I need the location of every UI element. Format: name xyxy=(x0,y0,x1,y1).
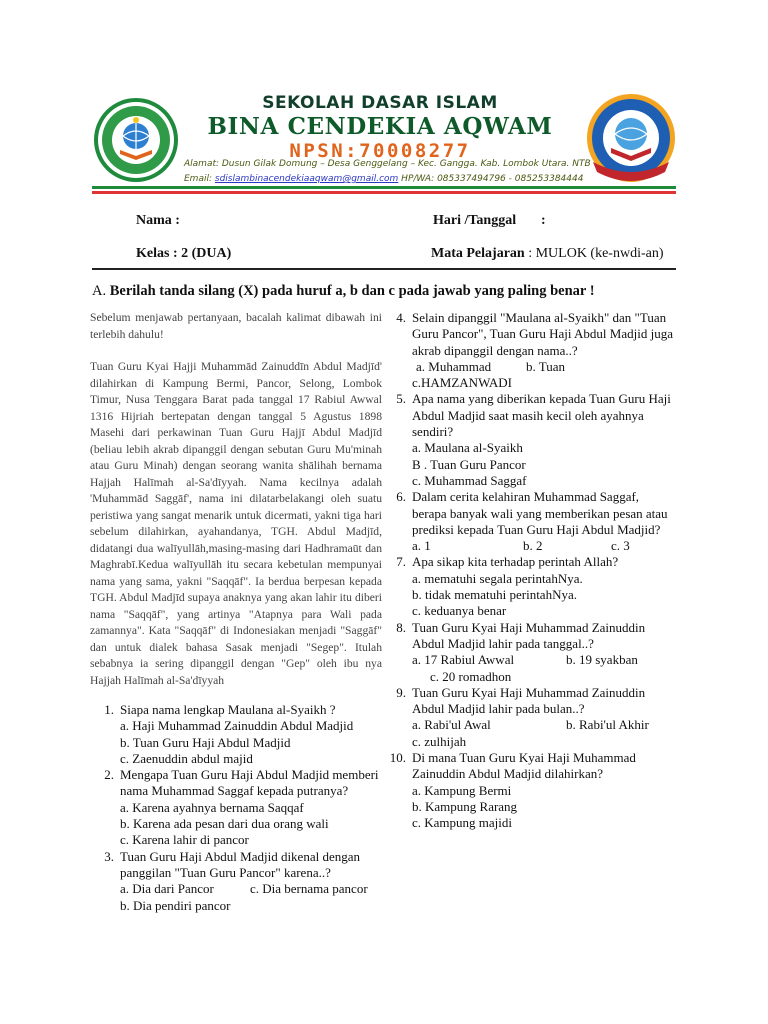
option[interactable]: c. keduanya benar xyxy=(412,603,507,619)
option[interactable]: b. Dia pendiri pancor xyxy=(120,897,231,913)
question-number: 1. xyxy=(104,702,114,717)
question-text: Selain dipanggil "Maulana al-Syaikh" dan "Tuan Guru Pancor", Tuan Guru Haji Abdul Madjid juga akrab dipanggil dengan nama..? xyxy=(412,310,673,358)
question-text: Tuan Guru Kyai Haji Muhammad Zainuddin Abdul Madjid lahir pada tanggal..? xyxy=(412,619,646,651)
hari-colon: : xyxy=(541,213,546,228)
mapel-label: Mata Pelajaran xyxy=(431,246,525,261)
option[interactable]: c. Kampung majidi xyxy=(412,815,513,831)
reading-passage: Tuan Guru Kyai Hajji Muhammād Zainuddīn Abdul Madjīd' dilahirkan di Kampung Bermi, Pancor, Selong, Lombok Timur, Nusa Tenggara Barat pada tanggal 17 Rabiul Awwal 1316 Hijriah bertepatan dengan tanggal 5 Agustus 1898 Masehi dari perkawinan Tuan Guru Hajjī Abdul Madjīd (beliau lebih akrab dipanggil dengan sebutan Guru Mu'minah atau Guru Minah) dengan seorang wanita shālihah bernama Hajjah Halīmah al-Sa'dīyyah. Nama kecilnya adalah 'Muhammād Saggāf', nama ini dilatarbelakangi oleh suatu peristiwa yang sangat menarik untuk dicermati, yakni tiga hari sebelum dilahirkan, ayahandanya, TGH. Abdul Madjīd, didatangi dua walīyullāh,masing-masing dari Hadhramaūt dan Maghrabī.Kedua walīyullāh itu secara kebetulan mempunyai nama yang sama, yakni "Saqqāf". Ia berdua berpesan kepada TGH. Abdul Madjīd supaya anaknya yang akan lahir itu diberi nama "Saqqāf", yang artinya "Atapnya para Wali pada zamannya". Kata "Saqqāf" di Indonesiakan menjadi "Saggāf" dan untuk dialek bahasa Sasak menjadi "Segep". Itulah sebabnya ia sering dipanggil dengan "Gep" oleh ibu nya Hajjah Halīmah al-Sa'dīyyah xyxy=(90,360,382,687)
option[interactable]: c. 20 romadhon xyxy=(430,668,512,684)
question-number: 9. xyxy=(396,684,406,700)
question-2 xyxy=(92,767,382,800)
option[interactable]: B . Tuan Guru Pancor xyxy=(412,456,526,472)
option[interactable]: a. Rabi'ul Awal xyxy=(412,717,491,733)
question-10 xyxy=(384,750,676,783)
option[interactable]: a. Kampung Bermi xyxy=(412,782,512,798)
option-row xyxy=(384,359,676,375)
option[interactable]: a. Maulana al-Syaikh xyxy=(412,440,523,456)
question-text: Tuan Guru Haji Abdul Madjid dikenal dengan panggilan "Tuan Guru Pancor" karena..? xyxy=(120,848,360,880)
question-5 xyxy=(384,391,676,440)
email-link[interactable]: sdislambinacendekiaaqwam@gmail.com xyxy=(214,174,399,184)
school-name: BINA CENDEKIA AQWAM xyxy=(207,113,553,140)
hari-label: Hari /Tanggal xyxy=(433,213,517,228)
section-letter: A. xyxy=(92,283,110,299)
questions-right xyxy=(384,310,676,832)
option[interactable]: b. Tuan Guru Haji Abdul Madjid xyxy=(120,734,291,750)
option[interactable]: b. tidak mematuhi perintahNya. xyxy=(412,587,577,603)
question-3 xyxy=(92,849,382,882)
question-text: Dalam cerita kelahiran Muhammad Saggaf, berapa banyak wali yang memberikan pesan atau prediksi kepada Tuan Guru Haji Abdul Madjid? xyxy=(412,489,668,537)
option[interactable]: a. mematuhi segala perintahNya. xyxy=(412,570,583,586)
question-text: Tuan Guru Kyai Haji Muhammad Zainuddin Abdul Madjid lahir pada bulan..? xyxy=(412,684,646,717)
mapel-value: : MULOK (ke-nwdi-an) xyxy=(524,246,664,261)
option[interactable]: b. Karena ada pesan dari dua orang wali xyxy=(120,816,329,832)
school-logo xyxy=(92,96,180,184)
option[interactable]: a. Haji Muhammad Zainuddin Abdul Madjid xyxy=(120,718,354,734)
option[interactable]: a. 17 Rabiul Awwal xyxy=(412,652,515,668)
question-6 xyxy=(384,489,676,538)
option[interactable]: b. 19 syakban xyxy=(566,652,638,668)
option[interactable]: c. Zaenuddin abdul majid xyxy=(120,750,253,766)
questions-left xyxy=(92,702,382,914)
school-type: SEKOLAH DASAR ISLAM xyxy=(262,93,498,113)
question-text: Apa sikap kita terhadap perintah Allah? xyxy=(412,554,619,570)
phone-text: HP/WA: 085337494796 - 085253384444 xyxy=(398,174,584,184)
question-7 xyxy=(384,554,676,570)
question-4 xyxy=(384,310,676,359)
question-text: Di mana Tuan Guru Kyai Haji Muhammad Zainuddin Abdul Madjid dilahirkan? xyxy=(412,750,636,782)
instruction-text: Berilah tanda silang (X) pada huruf a, b dan c pada jawab yang paling benar ! xyxy=(109,283,595,299)
option-row xyxy=(384,538,676,554)
question-number: 10. xyxy=(389,750,406,766)
question-number: 7. xyxy=(396,554,406,570)
question-1 xyxy=(92,702,382,718)
header-divider-green xyxy=(92,186,676,189)
school-address: Alamat: Dusun Gilak Domung – Desa Genggelang – Kec. Gangga. Kab. Lombok Utara. NTB xyxy=(184,159,591,169)
option[interactable]: a. 1 xyxy=(412,538,431,554)
header-divider-red xyxy=(92,191,676,194)
kelas-label: Kelas : 2 (DUA) xyxy=(136,246,232,261)
option[interactable]: c. zulhijah xyxy=(412,733,467,749)
option[interactable]: c. Dia bernama pancor xyxy=(250,881,368,897)
school-contact xyxy=(184,174,604,184)
nama-label: Nama : xyxy=(136,213,180,228)
instruction xyxy=(92,283,676,300)
question-number: 2. xyxy=(104,767,114,783)
question-number: 5. xyxy=(396,391,406,407)
question-8 xyxy=(384,620,676,653)
question-text: Apa nama yang diberikan kepada Tuan Guru Haji Abdul Madjid saat masih kecil oleh ayahnya sendiri? xyxy=(412,391,671,440)
question-9 xyxy=(384,685,676,718)
reading-intro: Sebelum menjawab pertanyaan, bacalah kalimat dibawah ini terlebih dahulu! xyxy=(90,311,382,341)
option[interactable]: b. Kampung Rarang xyxy=(412,798,518,814)
option-row xyxy=(92,881,382,897)
option[interactable]: c.HAMZANWADI xyxy=(412,375,513,391)
option[interactable]: a. Dia dari Pancor xyxy=(120,881,214,897)
option[interactable]: a. Karena ayahnya bernama Saqqaf xyxy=(120,799,304,815)
option[interactable]: b. Rabi'ul Akhir xyxy=(566,717,649,733)
question-number: 6. xyxy=(396,489,406,505)
email-label: Email: xyxy=(184,174,215,184)
option[interactable]: c. Muhammad Saggaf xyxy=(412,472,527,488)
question-number: 3. xyxy=(104,848,114,864)
question-number: 8. xyxy=(396,619,406,635)
mapel xyxy=(431,246,664,262)
question-text: Siapa nama lengkap Maulana al-Syaikh ? xyxy=(120,702,336,717)
option[interactable]: c. 3 xyxy=(611,538,630,554)
option-row xyxy=(384,652,676,668)
option[interactable]: c. Karena lahir di pancor xyxy=(120,832,249,848)
left-column xyxy=(90,310,382,705)
question-number: 4. xyxy=(396,310,406,325)
option-row xyxy=(384,717,676,733)
question-text: Mengapa Tuan Guru Haji Abdul Madjid memberi nama Muhammad Saggaf kepada putranya? xyxy=(120,767,379,799)
identity-divider xyxy=(92,268,676,270)
option[interactable]: b. 2 xyxy=(523,538,543,554)
option[interactable]: b. Tuan xyxy=(526,358,566,374)
option[interactable]: a. Muhammad xyxy=(416,358,492,374)
npsn: NPSN:70008277 xyxy=(289,140,471,162)
